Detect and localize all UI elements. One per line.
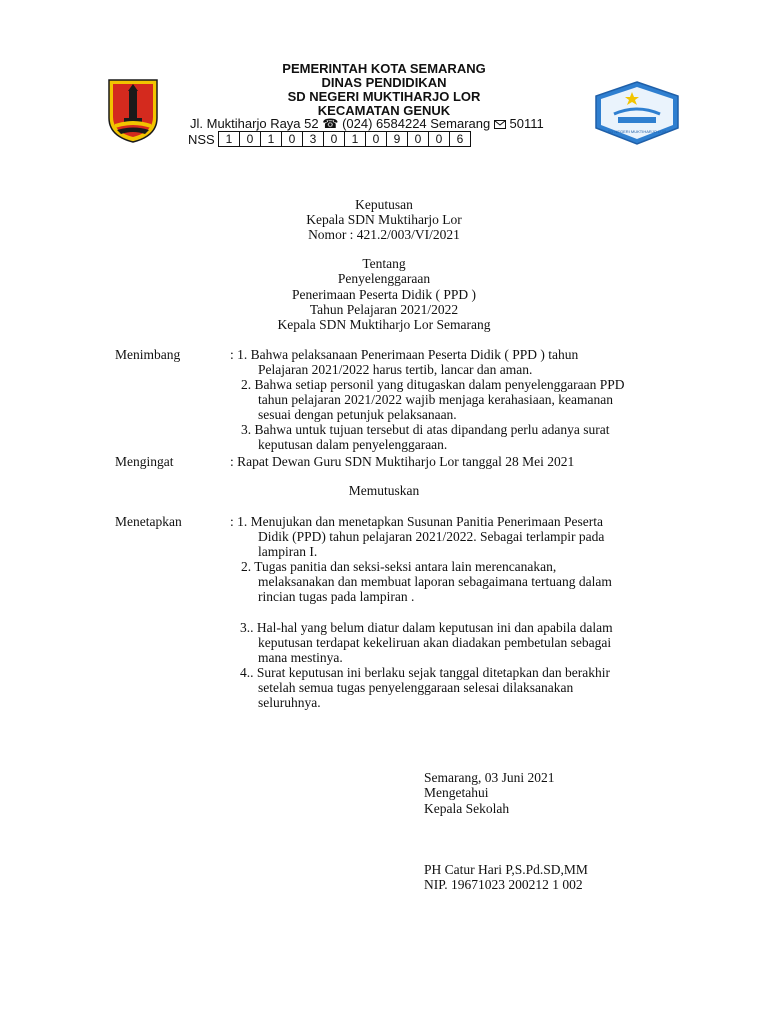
nss-digit: 9 xyxy=(387,132,408,146)
menimbang-label: Menimbang xyxy=(115,347,181,362)
menetapkan-point-3-cont: keputusan terdapat kekeliruan akan diadakan pembetulan sebagai xyxy=(258,635,612,650)
menimbang-point-1: : 1. Bahwa pelaksanaan Penerimaan Peserta Didik ( PPD ) tahun xyxy=(230,347,579,362)
menimbang-point-2-cont: tahun pelajaran 2021/2022 wajib menjaga kerahasiaan, keamanan xyxy=(258,392,613,407)
nss-digit: 0 xyxy=(324,132,345,146)
menetapkan-point-2-cont: melaksanakan dan membuat laporan sebagaimana tertuang dalam xyxy=(258,574,612,589)
menetapkan-label: Menetapkan xyxy=(115,514,182,529)
nss-digit: 3 xyxy=(303,132,324,146)
menetapkan-point-1-cont: lampiran I. xyxy=(258,544,318,559)
decree-subject-3: Tahun Pelajaran 2021/2022 xyxy=(309,302,459,317)
menetapkan-point-4: 4.. Surat keputusan ini berlaku sejak tanggal ditetapkan dan berakhir xyxy=(240,665,611,680)
decree-subject-4: Kepala SDN Muktiharjo Lor Semarang xyxy=(277,317,491,332)
menimbang-point-3: 3. Bahwa untuk tujuan tersebut di atas dipandang perlu adanya surat xyxy=(241,422,610,437)
address-text: Jl. Muktiharjo Raya 52 xyxy=(190,116,319,131)
postal-code: 50111 xyxy=(509,116,544,131)
nss-digit: 0 xyxy=(240,132,261,146)
nss-digit: 1 xyxy=(261,132,282,146)
menetapkan-point-2-cont: rincian tugas pada lampiran . xyxy=(258,589,415,604)
signature-place-date: Semarang, 03 Juni 2021 xyxy=(424,770,555,785)
letterhead-address xyxy=(190,116,544,131)
menetapkan-point-3-cont: mana mestinya. xyxy=(258,650,343,665)
signatory-nip: NIP. 19671023 200212 1 002 xyxy=(424,877,583,892)
letterhead-department: DINAS PENDIDIKAN xyxy=(321,75,447,90)
menetapkan-point-1: : 1. Menujukan dan menetapkan Susunan Panitia Penerimaan Peserta xyxy=(230,514,604,529)
nss-digit: 0 xyxy=(282,132,303,146)
menimbang-point-2-cont: sesuai dengan petunjuk pelaksanaan. xyxy=(258,407,457,422)
signatory-name: PH Catur Hari P,S.Pd.SD,MM xyxy=(424,862,588,877)
nss-digit-boxes xyxy=(218,131,471,147)
decree-title: Keputusan xyxy=(355,197,413,212)
nss-digit: 6 xyxy=(456,132,464,146)
letterhead-school: SD NEGERI MUKTIHARJO LOR xyxy=(287,89,481,104)
nss-digit: 1 xyxy=(345,132,366,146)
menetapkan-point-4-cont: setelah semua tugas penyelenggaraan selesai dilaksanakan xyxy=(258,680,574,695)
envelope-icon xyxy=(494,120,506,129)
decree-number: Nomor : 421.2/003/VI/2021 xyxy=(308,227,460,242)
memutuskan-heading: Memutuskan xyxy=(348,483,420,498)
decree-issuer: Kepala SDN Muktiharjo Lor xyxy=(306,212,462,227)
mengingat-text: : Rapat Dewan Guru SDN Muktiharjo Lor tanggal 28 Mei 2021 xyxy=(230,454,575,469)
decree-subject-1: Penyelenggaraan xyxy=(337,271,431,286)
decree-subject-2: Penerimaan Peserta Didik ( PPD ) xyxy=(291,287,477,302)
nss-label: NSS xyxy=(188,131,215,147)
school-logo xyxy=(592,80,682,146)
school-logo-text: SD NEGERI MUKTIHARJO LOR xyxy=(607,129,667,134)
menimbang-point-2: 2. Bahwa setiap personil yang ditugaskan dalam penyelenggaraan PPD xyxy=(241,377,625,392)
menetapkan-point-2: 2. Tugas panitia dan seksi-seksi antara lain merencanakan, xyxy=(241,559,557,574)
decree-about-label: Tentang xyxy=(362,256,406,271)
letterhead-district: KECAMATAN GENUK xyxy=(317,103,451,118)
signature-acknowledged: Mengetahui xyxy=(424,785,489,800)
mengingat-label: Mengingat xyxy=(115,454,174,469)
letterhead-government: PEMERINTAH KOTA SEMARANG xyxy=(282,61,486,76)
menetapkan-point-4-cont: seluruhnya. xyxy=(258,695,321,710)
nss-digit: 0 xyxy=(429,132,450,146)
nss-row xyxy=(188,131,471,147)
phone-icon: ☎ xyxy=(322,116,339,131)
nss-digit: 0 xyxy=(366,132,387,146)
nss-digit: 1 xyxy=(219,132,240,146)
menimbang-point-1-cont: Pelajaran 2021/2022 harus tertib, lancar dan aman. xyxy=(258,362,533,377)
menetapkan-point-3: 3.. Hal-hal yang belum diatur dalam keputusan ini dan apabila dalam xyxy=(240,620,613,635)
phone-text: (024) 6584224 Semarang xyxy=(342,116,491,131)
signature-position: Kepala Sekolah xyxy=(424,801,510,816)
nss-digit: 0 xyxy=(408,132,429,146)
menetapkan-point-1-cont: Didik (PPD) tahun pelajaran 2021/2022. Sebagai terlampir pada xyxy=(258,529,605,544)
menimbang-point-3-cont: keputusan dalam penyelenggaraan. xyxy=(258,437,448,452)
